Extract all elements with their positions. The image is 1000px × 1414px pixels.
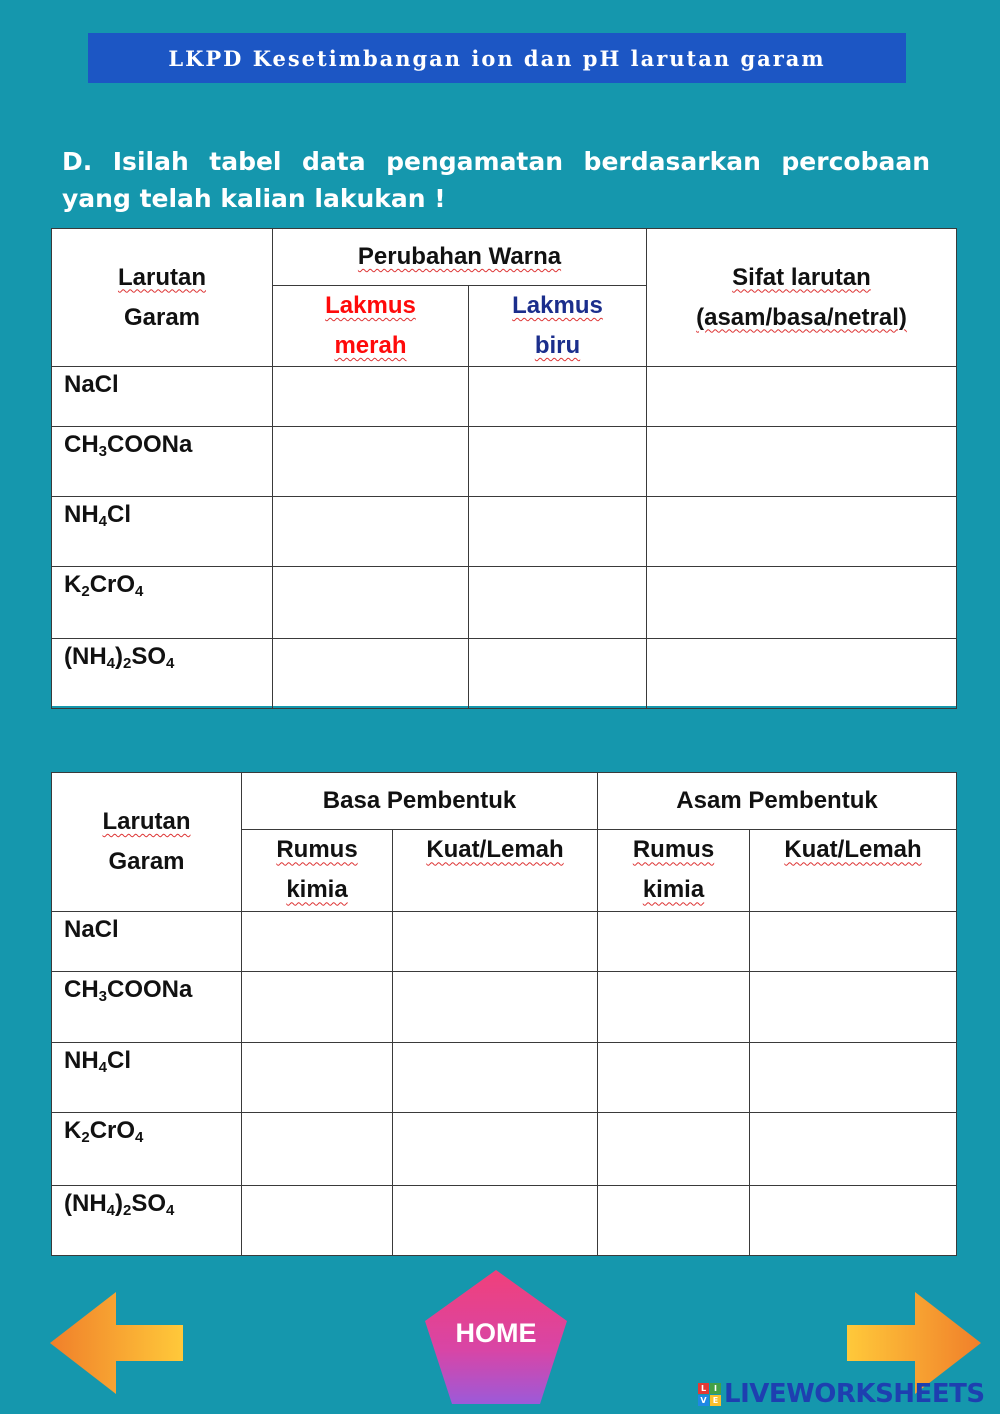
table-row <box>52 1113 957 1185</box>
header-blue-litmus: Lakmus biru <box>469 286 647 367</box>
acid-strength-input[interactable] <box>750 1042 957 1112</box>
header-salt-solution: Larutan Garam <box>52 773 242 912</box>
salt-label: $K_2CrO_4$ <box>52 1113 242 1185</box>
red-litmus-input[interactable] <box>273 367 469 427</box>
solution-nature-input[interactable] <box>647 427 957 497</box>
base-strength-input[interactable] <box>393 1042 598 1112</box>
salt-label: $CH_3COONa$ <box>52 972 242 1042</box>
blue-litmus-input[interactable] <box>469 639 647 709</box>
salt-label: NaCl <box>52 911 242 971</box>
liveworksheets-brand <box>698 1379 985 1409</box>
solution-nature-input[interactable] <box>647 639 957 709</box>
acid-formula-input[interactable] <box>598 972 750 1042</box>
header-acid-strength: Kuat/Lemah <box>750 830 957 912</box>
header-forming-acid: Asam Pembentuk <box>598 773 957 830</box>
salt-label: $NH_4Cl$ <box>52 497 273 567</box>
worksheet-title: LKPD Kesetimbangan ion dan pH larutan garam <box>168 45 826 71</box>
base-strength-input[interactable] <box>393 1185 598 1255</box>
table-row <box>52 1185 957 1255</box>
header-salt-solution: Larutan Garam <box>52 229 273 367</box>
salt-label: $(NH_4)_2SO_4$ <box>52 1185 242 1255</box>
home-button[interactable]: HOME <box>455 1318 537 1348</box>
blue-litmus-input[interactable] <box>469 367 647 427</box>
header-base-strength: Kuat/Lemah <box>393 830 598 912</box>
acid-strength-input[interactable] <box>750 1185 957 1255</box>
base-formula-input[interactable] <box>242 1113 393 1185</box>
header-color-change: Perubahan Warna <box>273 229 647 286</box>
previous-arrow-icon[interactable] <box>50 1292 184 1394</box>
table-row <box>52 367 957 427</box>
solution-nature-input[interactable] <box>647 497 957 567</box>
header-forming-base: Basa Pembentuk <box>242 773 598 830</box>
header-base-formula: Rumus kimia <box>242 830 393 912</box>
brand-name: LIVEWORKSHEETS <box>724 1379 985 1409</box>
acid-strength-input[interactable] <box>750 972 957 1042</box>
acid-formula-input[interactable] <box>598 1042 750 1112</box>
forming-acid-base-table <box>51 772 956 1256</box>
solution-nature-input[interactable] <box>647 567 957 639</box>
base-strength-input[interactable] <box>393 972 598 1042</box>
blue-litmus-input[interactable] <box>469 427 647 497</box>
red-litmus-input[interactable] <box>273 427 469 497</box>
acid-strength-input[interactable] <box>750 911 957 971</box>
base-strength-input[interactable] <box>393 1113 598 1185</box>
instruction-text: D. Isilah tabel data pengamatan berdasarkan percobaan yang telah kalian lakukan ! <box>62 147 930 213</box>
table-row <box>52 567 957 639</box>
table-row <box>52 427 957 497</box>
table-row <box>52 639 957 709</box>
observation-table <box>51 228 956 706</box>
base-strength-input[interactable] <box>393 911 598 971</box>
table-row <box>52 497 957 567</box>
red-litmus-input[interactable] <box>273 639 469 709</box>
header-solution-nature: Sifat larutan (asam/basa/netral) <box>647 229 957 367</box>
red-litmus-input[interactable] <box>273 497 469 567</box>
table-row <box>52 972 957 1042</box>
worksheet-title-bar <box>88 33 906 83</box>
base-formula-input[interactable] <box>242 911 393 971</box>
salt-label: NaCl <box>52 367 273 427</box>
header-red-litmus: Lakmus merah <box>273 286 469 367</box>
liveworksheets-logo-icon: L I V E <box>698 1383 721 1406</box>
acid-formula-input[interactable] <box>598 911 750 971</box>
blue-litmus-input[interactable] <box>469 497 647 567</box>
acid-strength-input[interactable] <box>750 1113 957 1185</box>
blue-litmus-input[interactable] <box>469 567 647 639</box>
base-formula-input[interactable] <box>242 1042 393 1112</box>
base-formula-input[interactable] <box>242 972 393 1042</box>
red-litmus-input[interactable] <box>273 567 469 639</box>
salt-label: $NH_4Cl$ <box>52 1042 242 1112</box>
acid-formula-input[interactable] <box>598 1113 750 1185</box>
acid-formula-input[interactable] <box>598 1185 750 1255</box>
base-formula-input[interactable] <box>242 1185 393 1255</box>
solution-nature-input[interactable] <box>647 367 957 427</box>
salt-label: $CH_3COONa$ <box>52 427 273 497</box>
salt-label: $K_2CrO_4$ <box>52 567 273 639</box>
table-row <box>52 1042 957 1112</box>
header-acid-formula: Rumus kimia <box>598 830 750 912</box>
table-row <box>52 911 957 971</box>
salt-label: $(NH_4)_2SO_4$ <box>52 639 273 709</box>
